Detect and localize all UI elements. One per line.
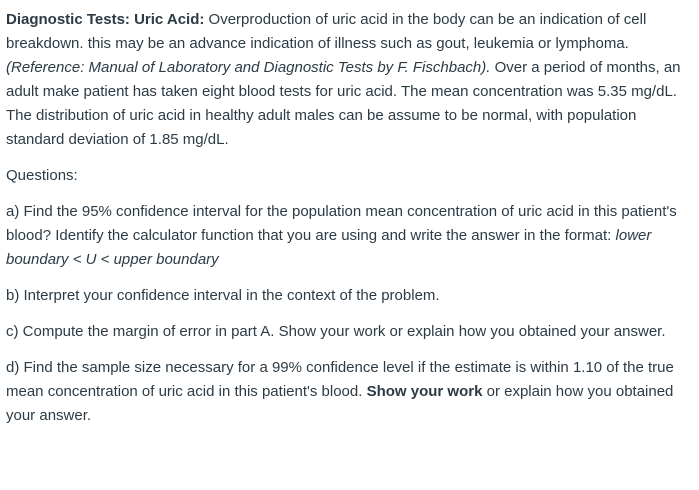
question-d-text-2: or explain how you obtained your answer. [6, 383, 674, 424]
question-b [6, 284, 693, 308]
question-a [6, 200, 693, 272]
intro-title: Diagnostic Tests: Uric Acid: [6, 11, 205, 28]
question-b-text: b) Interpret your confidence interval in the context of the problem. [6, 287, 440, 304]
intro-paragraph [6, 8, 693, 152]
question-d-text-1: d) Find the sample size necessary for a 99% confidence level if the estimate is within 1.10 of the true mean concentration of uric acid in this patient's blood. [6, 359, 674, 400]
question-a-format: lower boundary < U < upper boundary [6, 227, 652, 268]
question-d [6, 356, 693, 428]
question-a-text: a) Find the 95% confidence interval for the population mean concentration of uric acid in this patient's blood? Identify the calculator function that you are using and write the answer in the format: [6, 203, 677, 244]
question-c [6, 320, 693, 344]
intro-text-1: Overproduction of uric acid in the body can be an indication of cell breakdown. this may be an advance indication of illness such as gout, leukemia or lymphoma. [6, 11, 647, 52]
intro-text-2: Over a period of months, an adult make patient has taken eight blood tests for uric acid. The mean concentration was 5.35 mg/dL. The distribution of uric acid in healthy adult males can be assume to be normal, with population standard deviation of 1.85 mg/dL. [6, 59, 681, 148]
intro-reference: (Reference: Manual of Laboratory and Diagnostic Tests by F. Fischbach). [6, 59, 491, 76]
questions-heading: Questions: [6, 167, 78, 184]
question-d-bold: Show your work [366, 383, 483, 400]
question-c-text: c) Compute the margin of error in part A. Show your work or explain how you obtained your answer. [6, 323, 666, 340]
